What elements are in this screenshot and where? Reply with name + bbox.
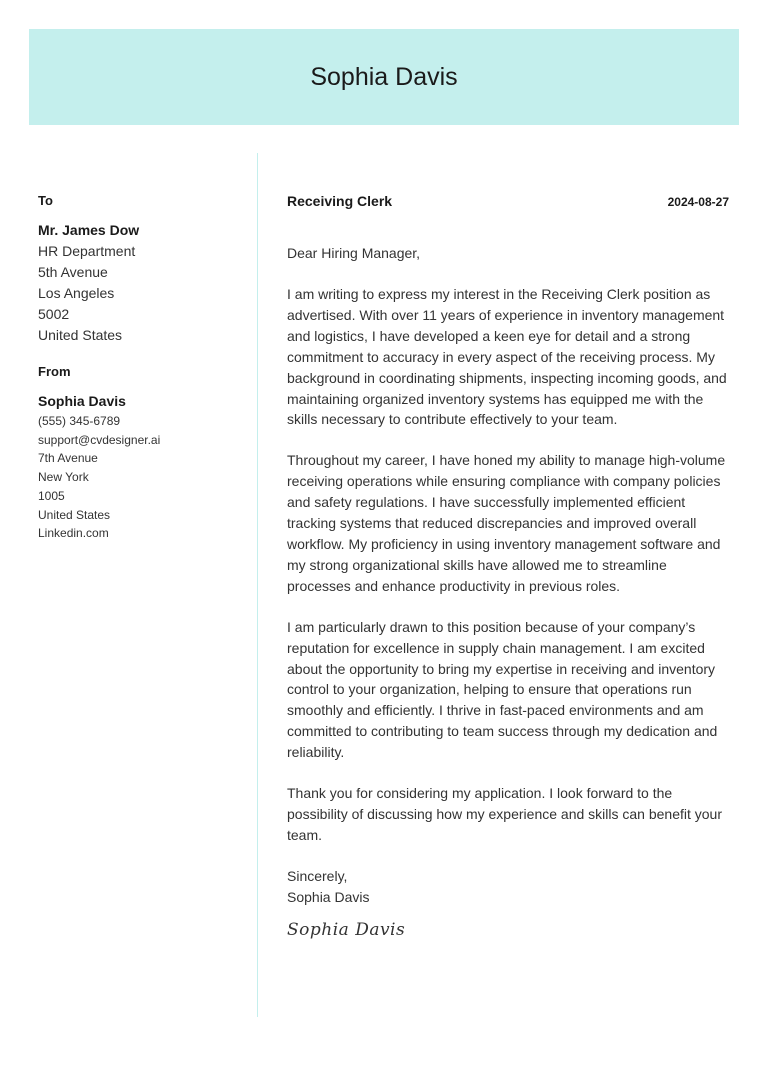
sender-line: 1005 [38,488,65,503]
sender-line: 7th Avenue [38,451,98,466]
page-title: Sophia Davis [310,62,458,91]
recipient-line: 5th Avenue [38,264,108,280]
header-banner [29,29,739,125]
paragraph: Thank you for considering my application. I look forward to the possibility of discussing how my experience and skills can benefit your team. [287,785,722,843]
from-label: From [38,364,71,379]
sender-phone: (555) 345-6789 [38,414,121,428]
recipient-line: Los Angeles [38,285,115,301]
sender-line: New York [38,470,89,485]
recipient-address [38,241,243,346]
address-column [38,193,243,543]
paragraph: Throughout my career, I have honed my ability to manage high-volume receiving operations while ensuring compliance with company policies and safety regulations. I have successfully implemented efficient tracking systems that reduced discrepancies and improved overall workflow. My proficiency in using inventory management software and my strong organizational skills have allowed me to streamline processes and enhance productivity in previous roles. [287,452,726,594]
sender-email: support@cvdesigner.ai [38,432,161,447]
greeting: Dear Hiring Manager, [287,245,421,261]
job-title: Receiving Clerk [287,193,393,209]
closing [287,866,729,908]
recipient-name: Mr. James Dow [38,222,140,238]
letter-topline [287,193,729,209]
paragraph: I am particularly drawn to this position because of your company’s reputation for excellence in supply chain management. I am excited about the opportunity to bring my expertise in receiving and inventory control to your organization, helping to ensure that operations run smoothly and efficiently. I thrive in fast-paced environments and am committed to contributing to team success through my dedication and reliability. [287,618,718,761]
sender-contact [38,412,243,543]
to-label: To [38,193,53,208]
sender-website: Linkedin.com [38,526,109,541]
sender-name: Sophia Davis [38,393,126,409]
sender-line: United States [38,507,111,522]
closing-phrase: Sincerely, [287,867,348,884]
letter-date: 2024-08-27 [667,195,729,209]
letter-body [287,193,729,940]
paragraph: I am writing to express my interest in the Receiving Clerk position as advertised. With over 11 years of experience in inventory management and logistics, I have developed a keen eye for detail and a strong commitment to accuracy in every aspect of the receiving process. My background in coordinating shipments, inspecting incoming goods, and maintaining organized inventory systems has equipped me with the skills necessary to contribute effectively to your team. [287,286,727,428]
signature: Sophia Davis [287,919,406,940]
column-divider [257,153,258,1017]
closing-name: Sophia Davis [287,888,370,905]
recipient-line: 5002 [38,306,70,322]
recipient-line: HR Department [38,243,136,259]
recipient-line: United States [38,327,123,343]
